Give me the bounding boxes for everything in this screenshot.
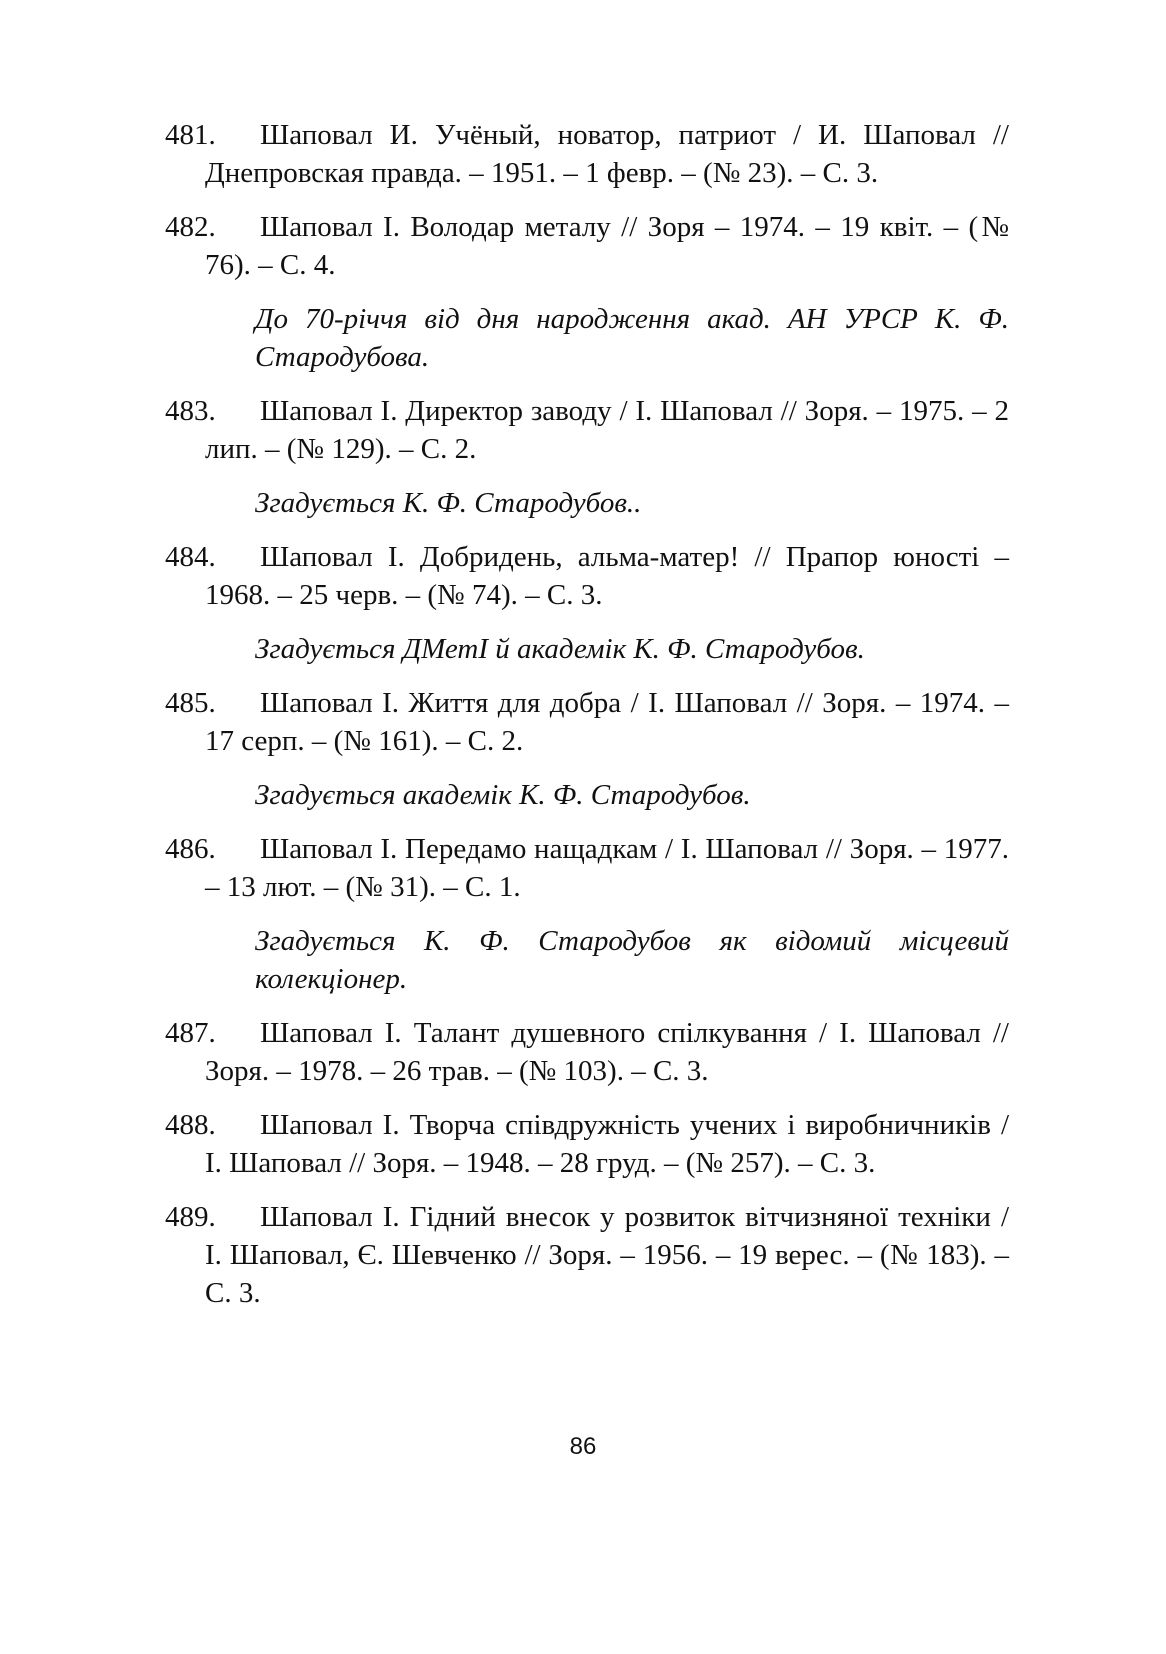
entry-text: Шаповал И. Учёный, новатор, патриот / И. Шаповал // Днепровская правда. – 1951. – 1 февр. – (№ 23). – С. 3. [205, 119, 1009, 189]
entry-note-484: Згадується ДМетІ й академік К. Ф. Стародубов. [255, 633, 865, 665]
entry-text: Шаповал І. Творча співдружність учених і виробничників / І. Шаповал // Зоря. – 1948. – 28 груд. – (№ 257). – С. 3. [205, 1109, 1009, 1179]
page-number: 86 [569, 1433, 597, 1460]
entry-text: Шаповал І. Талант душевного спілкування / І. Шаповал // Зоря. – 1978. – 26 трав. – (№ 103). – С. 3. [205, 1017, 1009, 1087]
bibliography-entry-489 [165, 1198, 1009, 1312]
bibliography-entry-487 [165, 1014, 1009, 1090]
bibliography-entry-488 [165, 1106, 1009, 1182]
entry-note-483: Згадується К. Ф. Стародубов.. [255, 487, 642, 519]
bibliography-entry-484 [165, 538, 1009, 614]
entry-text: Шаповал І. Директор заводу / І. Шаповал // Зоря. – 1975. – 2 лип. – (№ 129). – С. 2. [205, 395, 1009, 465]
entry-number: 481. [165, 119, 216, 151]
bibliography-entry-485 [165, 684, 1009, 760]
entry-text: Шаповал І. Передамо нащадкам / І. Шаповал // Зоря. – 1977. – 13 лют. – (№ 31). – С. 1. [205, 833, 1009, 903]
entry-number: 484. [165, 541, 216, 573]
entry-note-482: До 70-річчя від дня народження акад. АН УРСР К. Ф. Стародубова. [255, 303, 1009, 373]
entry-note-485: Згадується академік К. Ф. Стародубов. [255, 779, 751, 811]
entry-number: 486. [165, 833, 216, 865]
entry-number: 488. [165, 1109, 216, 1141]
bibliography-entry-486 [165, 830, 1009, 906]
entry-number: 489. [165, 1201, 216, 1233]
entry-number: 482. [165, 211, 216, 243]
entry-number: 483. [165, 395, 216, 427]
bibliography-entry-482 [165, 208, 1009, 284]
entry-text: Шаповал І. Володар металу // Зоря – 1974. – 19 квіт. – (№ 76). – С. 4. [205, 211, 1009, 281]
entry-text: Шаповал І. Гідний внесок у розвиток вітчизняної техніки / І. Шаповал, Є. Шевченко // Зоря. – 1956. – 19 верес. – (№ 183). – С. 3. [205, 1201, 1009, 1309]
bibliography-list [165, 116, 1009, 1328]
bibliography-entry-481 [165, 116, 1009, 192]
entry-text: Шаповал І. Життя для добра / І. Шаповал // Зоря. – 1974. – 17 серп. – (№ 161). – С. 2. [205, 687, 1009, 757]
entry-number: 487. [165, 1017, 216, 1049]
entry-number: 485. [165, 687, 216, 719]
bibliography-entry-483 [165, 392, 1009, 468]
entry-note-486: Згадується К. Ф. Стародубов як відомий місцевий колекціонер. [255, 925, 1009, 995]
entry-text: Шаповал І. Добридень, альма-матер! // Прапор юності – 1968. – 25 черв. – (№ 74). – С. 3. [205, 541, 1009, 611]
